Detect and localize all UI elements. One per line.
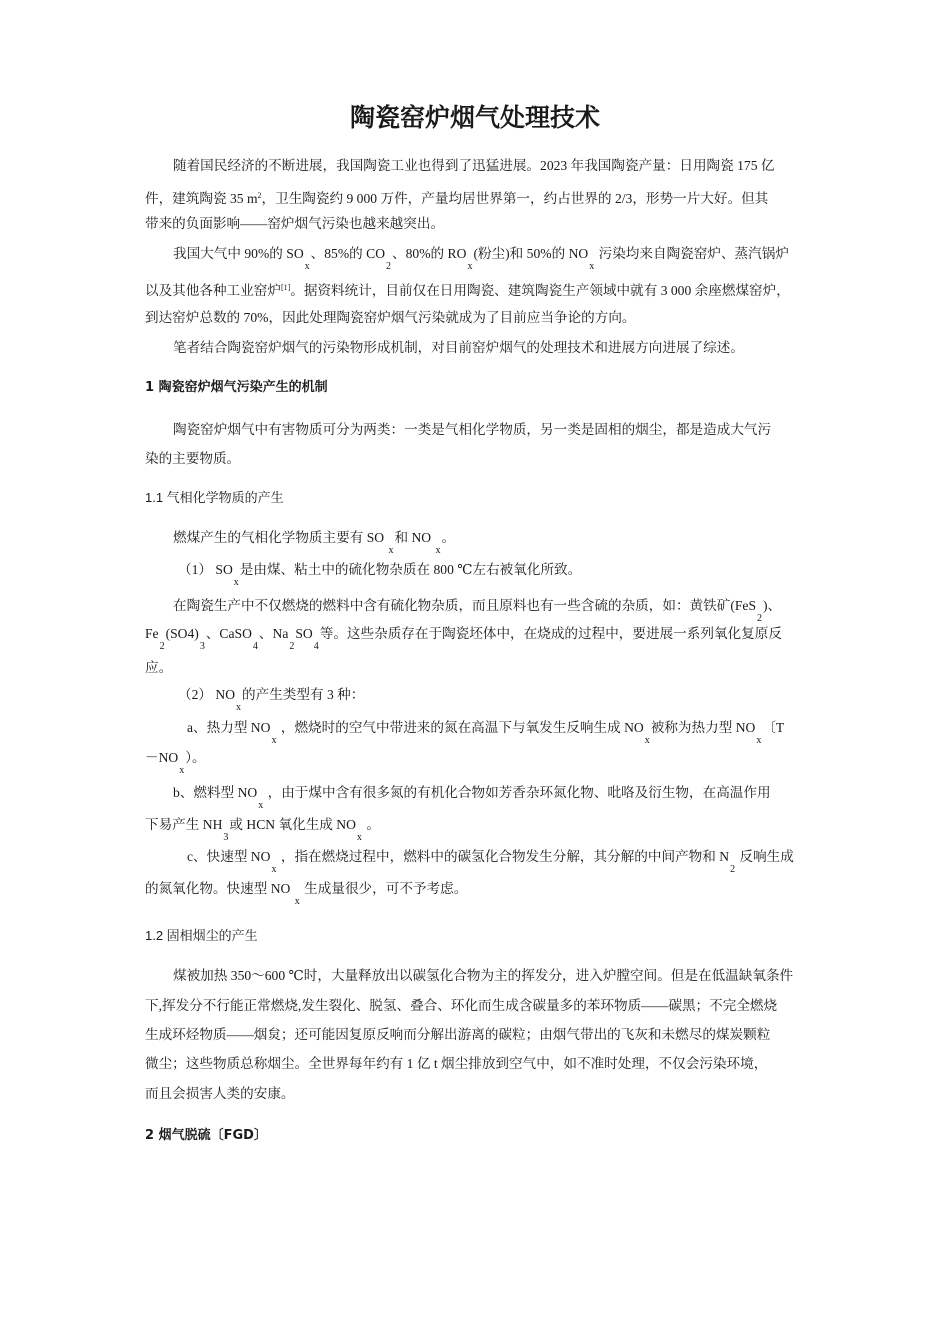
text-run: ，卫生陶瓷约 9 000 万件，产量均居世界第一，约占世界的 2/3，形势一片大好。但其 xyxy=(261,191,769,206)
text-line xyxy=(145,215,444,233)
text-line xyxy=(145,1055,767,1073)
text-run: 是由煤、粘土中的硫化物杂质在 800 ℃左右被氧化所致。 xyxy=(239,562,582,577)
text-run: （2） NO xyxy=(178,687,236,702)
text-line xyxy=(173,529,455,560)
subscript: 2 xyxy=(730,864,736,875)
subscript: 4 xyxy=(313,641,319,652)
superscript: [1] xyxy=(280,283,291,292)
text-run: (SO4) xyxy=(165,626,199,641)
text-run: Fe xyxy=(145,626,159,641)
subscript: x xyxy=(258,800,264,811)
text-run: 1 陶瓷窑炉烟气污染产生的机制 xyxy=(145,380,328,395)
text-run: 以及其他各种工业窑炉 xyxy=(145,283,281,298)
text-run: 、CaSO xyxy=(205,626,252,641)
subscript: 2 xyxy=(757,613,763,624)
text-line xyxy=(145,279,790,300)
subscript: x xyxy=(644,735,650,746)
text-run: a、热力型 NO xyxy=(187,720,271,735)
text-line xyxy=(187,848,794,879)
text-run: ，燃烧时的空气中带进来的氮在高温下与氧发生反响生成 NO xyxy=(277,720,644,735)
text-line xyxy=(173,157,775,175)
subscript: x xyxy=(435,545,441,556)
text-line xyxy=(173,245,789,276)
subscript: x xyxy=(236,702,242,713)
section-heading xyxy=(145,1127,267,1145)
text-run: 和 NO xyxy=(394,530,435,545)
text-line xyxy=(145,187,768,208)
subscript: 4 xyxy=(252,641,258,652)
text-run: （1） SO xyxy=(178,562,233,577)
section-heading xyxy=(145,927,258,945)
superscript: 2 xyxy=(257,191,262,200)
text-run: 笔者结合陶瓷窑炉烟气的污染物形成机制，对目前窑炉烟气的处理技术和进展方向进展了综述。 xyxy=(173,340,744,355)
text-run: 1.2 固相烟尘的产生 xyxy=(145,928,258,943)
subscript: x xyxy=(179,765,185,776)
text-run: 我国大气中 90%的 SO xyxy=(173,246,304,261)
section-heading xyxy=(145,379,328,397)
text-run: 下易产生 NH xyxy=(145,817,223,832)
text-run: 或 HCN 氧化生成 NO xyxy=(229,817,356,832)
subscript: x xyxy=(388,545,394,556)
text-line xyxy=(178,686,364,717)
text-line xyxy=(145,625,782,656)
text-line xyxy=(145,450,240,468)
text-run: 而且会损害人类的安康。 xyxy=(145,1086,295,1101)
text-run: 微尘；这些物质总称烟尘。全世界每年约有 1 亿 t 烟尘排放到空气中，如不准时处理，不仅会污染环境， xyxy=(145,1056,768,1071)
text-run: 在陶瓷生产中不仅燃烧的燃料中含有硫化物杂质，而且原料也有一些含硫的杂质，如：黄铁矿(FeS xyxy=(173,598,757,613)
text-run: ）。 xyxy=(185,750,206,765)
text-run: 被称为热力型 NO xyxy=(650,720,756,735)
section-heading xyxy=(145,489,284,507)
text-line xyxy=(145,997,777,1015)
text-run: 生成量很少，可不予考虑。 xyxy=(300,881,468,896)
text-line xyxy=(145,880,467,911)
text-line xyxy=(173,784,771,815)
text-run: 生成环烃物质——烟炱；还可能因复原反响而分解出游离的碳粒；由烟气带出的飞灰和未燃尽的煤炭颗粒 xyxy=(145,1027,771,1042)
text-run: 。 xyxy=(362,817,380,832)
text-run: －NO xyxy=(145,750,179,765)
text-run: 、80%的 RO xyxy=(392,246,467,261)
text-run: 件，建筑陶瓷 35 m xyxy=(145,191,258,206)
subscript: 2 xyxy=(386,261,392,272)
subscript: 2 xyxy=(289,641,295,652)
text-run: )、 xyxy=(763,598,782,613)
document-title: 陶瓷窑炉烟气处理技术 xyxy=(349,105,600,132)
text-run: 应。 xyxy=(145,660,173,675)
text-run: 、85%的 CO xyxy=(310,246,386,261)
text-run: 的产生类型有 3 种： xyxy=(242,687,365,702)
subscript: x xyxy=(271,864,277,875)
text-line xyxy=(145,749,206,780)
text-line xyxy=(173,597,781,628)
subscript: 2 xyxy=(159,641,165,652)
text-line xyxy=(173,339,744,357)
text-line xyxy=(173,421,771,439)
text-run: (粉尘)和 50%的 NO xyxy=(473,246,589,261)
text-run: 带来的负面影响——窑炉烟气污染也越来越突出。 xyxy=(145,216,445,231)
text-line xyxy=(145,309,636,327)
text-run: 煤被加热 350～600 ℃时，大量释放出以碳氢化合物为主的挥发分，进入炉膛空间。但是在低温缺氧条件 xyxy=(173,968,794,983)
text-run: 染的主要物质。 xyxy=(145,451,241,466)
text-line xyxy=(173,967,793,985)
text-line xyxy=(145,816,380,847)
subscript: x xyxy=(356,832,362,843)
text-line xyxy=(178,561,581,592)
text-line xyxy=(187,719,784,750)
subscript: x xyxy=(589,261,595,272)
text-run: 〔T xyxy=(762,720,785,735)
text-run: b、燃料型 NO xyxy=(173,785,258,800)
text-run: 到达窑炉总数的 70%，因此处理陶瓷窑炉烟气污染就成为了目前应当争论的方向。 xyxy=(145,310,636,325)
text-run: 的氮氧化物。快速型 NO xyxy=(145,881,294,896)
subscript: 3 xyxy=(223,832,229,843)
text-run: 燃煤产生的气相化学物质主要有 SO xyxy=(173,530,388,545)
text-run: SO xyxy=(295,626,313,641)
subscript: x xyxy=(271,735,277,746)
subscript: 3 xyxy=(199,641,205,652)
text-line xyxy=(145,659,172,677)
subscript: x xyxy=(304,261,310,272)
text-run: 随着国民经济的不断进展，我国陶瓷工业也得到了迅猛进展。2023 年我国陶瓷产量：日用陶瓷 175 亿 xyxy=(173,158,775,173)
subscript: x xyxy=(756,735,762,746)
subscript: x xyxy=(294,896,300,907)
text-run: 污染均来自陶瓷窑炉、蒸汽锅炉 xyxy=(595,246,789,261)
text-run: 2 烟气脱硫〔FGD〕 xyxy=(145,1128,267,1143)
text-run: ，指在燃烧过程中，燃料中的碳氢化合物发生分解，其分解的中间产物和 N xyxy=(277,849,730,864)
text-run: 。据资料统计，目前仅在日用陶瓷、建筑陶瓷生产领域中就有 3 000 余座燃煤窑炉， xyxy=(290,283,790,298)
subscript: x xyxy=(233,577,239,588)
text-line xyxy=(145,1026,770,1044)
text-run: 1.1 气相化学物质的产生 xyxy=(145,490,284,505)
text-run: 、Na xyxy=(258,626,289,641)
text-run: 下,挥发分不行能正常燃烧,发生裂化、脱氢、叠合、环化而生成含碳量多的苯环物质——碳黑；不完全燃烧 xyxy=(145,998,778,1013)
text-run: 等。这些杂质存在于陶瓷坯体中，在烧成的过程中，要进展一系列氧化复原反 xyxy=(319,626,782,641)
subscript: x xyxy=(467,261,473,272)
text-run: c、快速型 NO xyxy=(187,849,271,864)
text-run: 陶瓷窑炉烟气中有害物质可分为两类：一类是气相化学物质，另一类是固相的烟尘，都是造成大气污 xyxy=(173,422,772,437)
text-run: ，由于煤中含有很多氮的有机化合物如芳香杂环氮化物、吡咯及衍生物，在高温作用 xyxy=(264,785,771,800)
text-run: 反响生成 xyxy=(736,849,794,864)
text-line xyxy=(145,1085,295,1103)
text-run: 。 xyxy=(441,530,456,545)
